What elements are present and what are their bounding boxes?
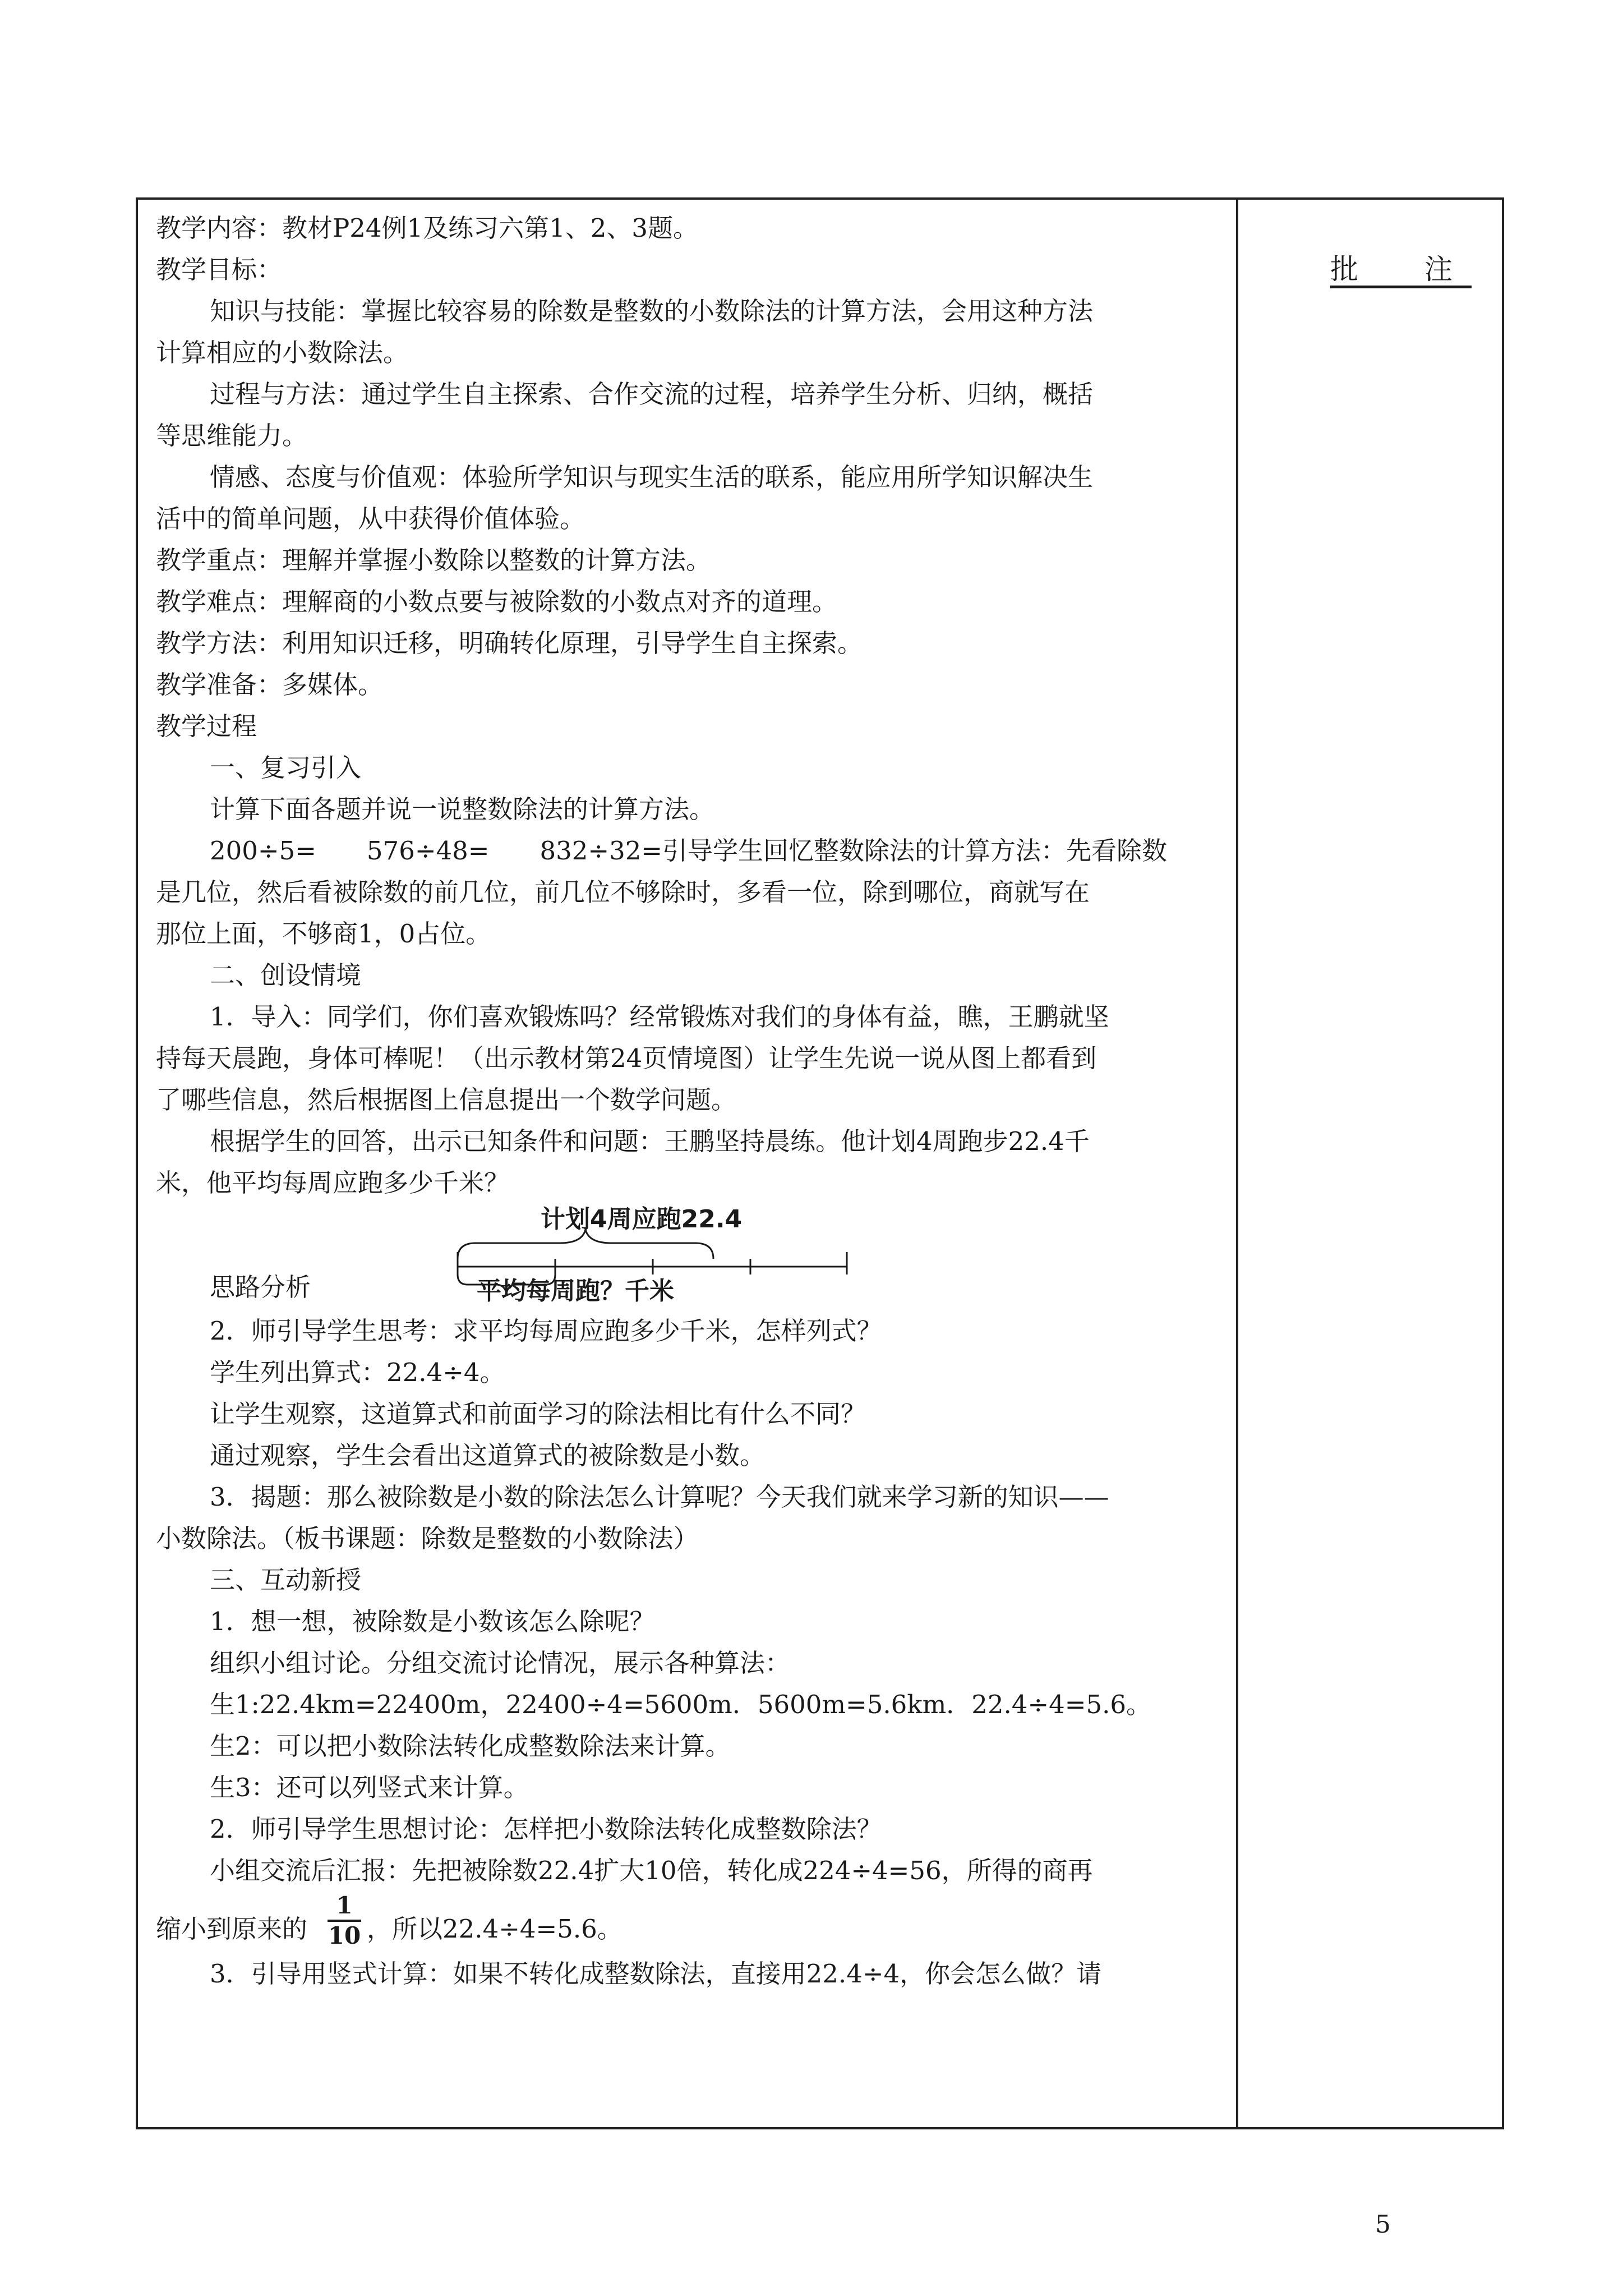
key-point-line: 教学重点：理解并掌握小数除以整数的计算方法。: [156, 545, 712, 575]
topic-reveal-line-2: 小数除法。（板书课题：除数是整数的小数除法）: [156, 1524, 699, 1553]
teaching-content-line: 教学内容：教材P24例1及练习六第1、2、3题。: [156, 213, 699, 243]
diagram-title: 计划4周应跑22.4: [541, 1205, 743, 1234]
teaching-goals-heading: 教学目标：: [156, 255, 283, 284]
page-number: 5: [1375, 2210, 1391, 2239]
group-report-line-2: [156, 1892, 1221, 1953]
fraction-numerator: 1: [328, 1892, 361, 1922]
goal-knowledge-line-2: 计算相应的小数除法。: [156, 338, 409, 367]
goal-emotion-line-1: 情感、态度与价值观：体验所学知识与现实生活的联系，能应用所学知识解决生: [210, 462, 1094, 492]
scenario-question-line-1: 根据学生的回答，出示已知条件和问题：王鹏坚持晨练。他计划4周跑步22.4千: [210, 1126, 1090, 1156]
review-problems-line-3: 那位上面，不够商1，0占位。: [156, 919, 491, 949]
annotation-header: 批 注: [1330, 253, 1472, 286]
method-line: 教学方法：利用知识迁移，明确转化原理，引导学生自主探索。: [156, 628, 863, 658]
goal-emotion-line-2: 活中的简单问题，从中获得价值体验。: [156, 504, 585, 533]
think-prompt: 2．师引导学生思考：求平均每周应跑多少千米，怎样列式？: [210, 1316, 882, 1346]
review-problems-line-1: 200÷5= 576÷48= 832÷32=引导学生回忆整数除法的计算方法：先看除数: [210, 836, 1168, 866]
fraction-denominator: 10: [328, 1922, 361, 1949]
topic-reveal-line-1: 3．揭题：那么被除数是小数的除法怎么计算呢？今天我们就来学习新的知识——: [210, 1482, 1109, 1512]
review-problems-line-2: 是几位，然后看被除数的前几位，前几位不够除时，多看一位，除到哪位，商就写在: [156, 877, 1090, 907]
fraction-one-tenth: [328, 1892, 361, 1950]
scenario-intro-line-1: 1．导入：同学们，你们喜欢锻炼吗？经常锻炼对我们的身体有益，瞧，王鹏就坚: [210, 1002, 1109, 1032]
line-segment-diagram: [156, 1204, 1221, 1310]
review-instruction: 计算下面各题并说一说整数除法的计算方法。: [210, 794, 715, 824]
vertical-calc-prompt: 3．引导用竖式计算：如果不转化成整数除法，直接用22.4÷4，你会怎么做？请: [210, 1959, 1102, 1989]
teacher-discussion-prompt: 2．师引导学生思想讨论：怎样把小数除法转化成整数除法？: [210, 1814, 882, 1844]
goal-process-line-1: 过程与方法：通过学生自主探索、合作交流的过程，培养学生分析、归纳，概括: [210, 379, 1094, 409]
goal-knowledge-line-1: 知识与技能：掌握比较容易的除数是整数的小数除法的计算方法，会用这种方法: [210, 296, 1094, 326]
analysis-label: 思路分析: [210, 1272, 311, 1302]
scenario-intro-line-2: 持每天晨跑，身体可棒呢！（出示教材第24页情境图）让学生先说一说从图上都看到: [156, 1043, 1097, 1073]
student-2-method: 生2：可以把小数除法转化成整数除法来计算。: [210, 1731, 731, 1761]
group-report-line-1: 小组交流后汇报：先把被除数22.4扩大10倍，转化成224÷4=56，所得的商再: [210, 1856, 1093, 1885]
section-teaching-heading: 三、互动新授: [210, 1565, 362, 1595]
preparation-line: 教学准备：多媒体。: [156, 670, 384, 700]
scenario-intro-line-3: 了哪些信息，然后根据图上信息提出一个数学问题。: [156, 1085, 737, 1115]
section-review-heading: 一、复习引入: [210, 753, 362, 783]
goal-process-line-2: 等思维能力。: [156, 421, 308, 450]
diagram-question-label: 平均每周跑？千米: [477, 1277, 674, 1305]
scenario-question-line-2: 米，他平均每周应跑多少千米？: [156, 1168, 510, 1198]
student-3-method: 生3：还可以列竖式来计算。: [210, 1773, 529, 1802]
lesson-content: [156, 208, 1221, 2126]
think-question: 1．想一想，被除数是小数该怎么除呢？: [210, 1607, 655, 1636]
student-expression: 学生列出算式：22.4÷4。: [210, 1358, 505, 1387]
process-heading: 教学过程: [156, 711, 257, 741]
group-discussion: 组织小组讨论。分组交流讨论情况，展示各种算法：: [210, 1648, 791, 1678]
column-divider: [1236, 197, 1238, 2129]
observe-result: 通过观察，学生会看出这道算式的被除数是小数。: [210, 1441, 766, 1470]
observe-prompt: 让学生观察，这道算式和前面学习的除法相比有什么不同？: [210, 1399, 866, 1429]
section-scenario-heading: 二、创设情境: [210, 960, 362, 990]
report-text-after-fraction: ，所以22.4÷4=5.6。: [367, 1914, 623, 1944]
difficulty-line: 教学难点：理解商的小数点要与被除数的小数点对齐的道理。: [156, 587, 838, 616]
student-1-method: 生1:22.4km=22400m，22400÷4=5600m．5600m=5.6km．22.4÷4=5.6。: [210, 1690, 1152, 1719]
report-text-before-fraction: 缩小到原来的: [156, 1914, 308, 1944]
